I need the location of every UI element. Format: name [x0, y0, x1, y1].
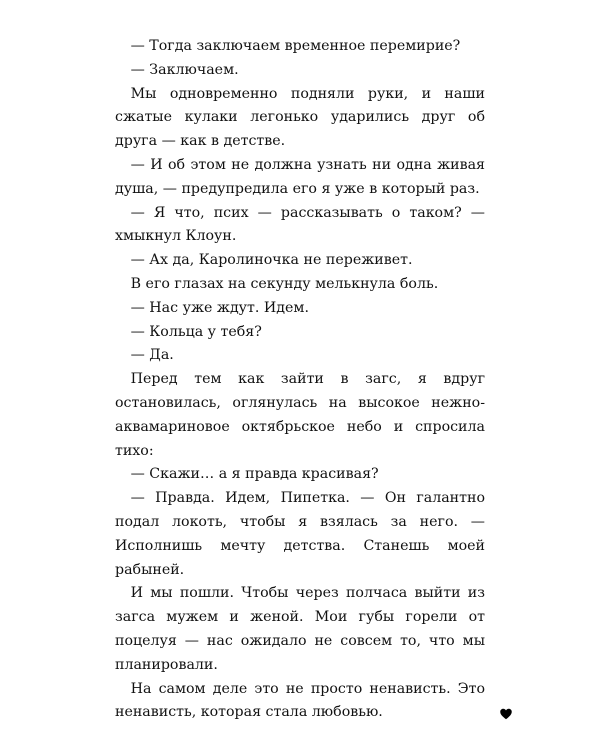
paragraph: — Кольца у тебя?	[130, 323, 262, 340]
paragraph: — Нас уже ждут. Идем.	[130, 299, 309, 316]
paragraph: — Ах да, Каролиночка не переживет.	[130, 252, 413, 269]
paragraph: — Я что, псих — рассказывать о таком? — хмыкнул Клоун.	[115, 204, 485, 245]
paragraph: — Скажи… а я правда красивая?	[130, 466, 379, 483]
paragraph: Мы одновременно подняли руки, и наши сжатые кулаки легонько ударились друг об друга — как в детстве.	[115, 85, 485, 150]
paragraph: — И об этом не должна узнать ни одна живая душа, — предупредила его я уже в который раз.	[115, 156, 485, 197]
paragraph: — Да.	[130, 347, 174, 364]
heart-shape	[500, 709, 512, 720]
page-text	[115, 35, 485, 725]
paragraph: И мы пошли. Чтобы через полчаса выйти из загса мужем и женой. Мои губы горели от поцелуя — нас ожидало не совсем то, что мы планировали.	[115, 585, 485, 673]
paragraph: На самом деле это не просто ненависть. Это ненависть, которая стала любовью.	[115, 680, 485, 721]
heart-icon	[500, 708, 512, 720]
paragraph: — Правда. Идем, Пипетка. — Он галантно подал локоть, чтобы я взялась за него. — Исполнишь мечту детства. Станешь моей рабыней.	[115, 490, 485, 578]
paragraph: — Тогда заключаем временное перемирие?	[130, 38, 461, 54]
paragraph: Перед тем как зайти в загс, я вдруг остановилась, оглянулась на высокое нежно-аквамариновое октябрьское небо и спросила тихо:	[115, 371, 485, 459]
paragraph: В его глазах на секунду мелькнула боль.	[130, 275, 439, 292]
paragraph: — Заключаем.	[130, 61, 239, 78]
